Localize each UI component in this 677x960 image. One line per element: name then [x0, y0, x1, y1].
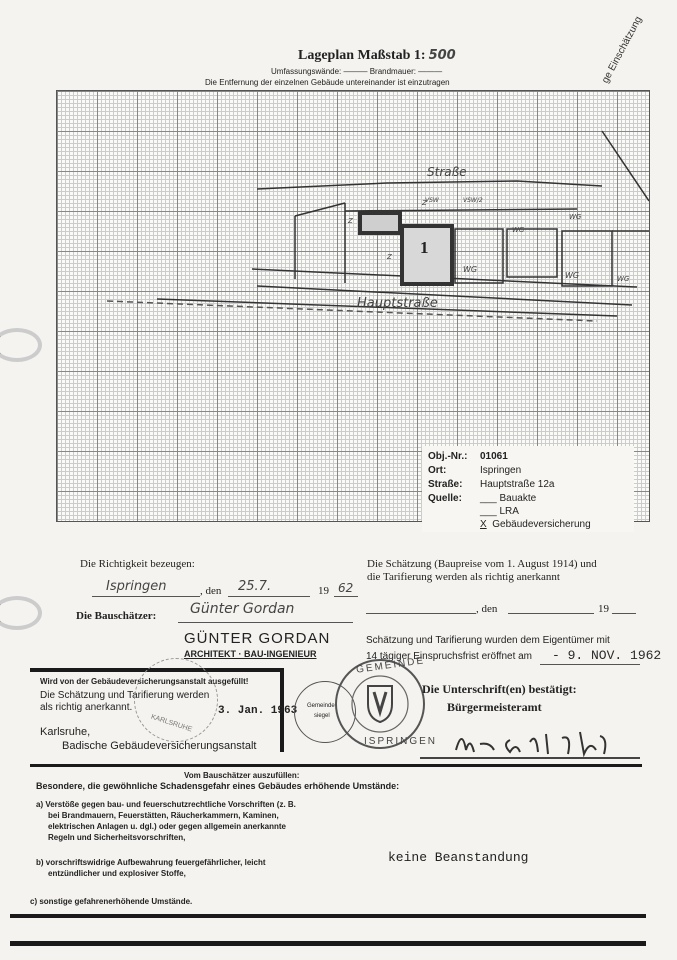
- obj-nr-value: 01061: [480, 451, 508, 462]
- den-right-label: , den: [476, 603, 498, 615]
- gva-round-stamp: [134, 658, 218, 742]
- year-prefix: 19: [318, 585, 329, 597]
- strasse-label: Straße:: [428, 479, 463, 490]
- remark-keine-beanstandung: keine Beanstandung: [388, 850, 529, 865]
- binder-ring: [0, 328, 42, 362]
- schaetzung-text: Die Schätzung (Baupreise vom 1. August 1914) und: [367, 558, 597, 570]
- item-a-line: bei Brandmauern, Feuerstätten, Räucherkammern, Kaminen,: [48, 811, 279, 820]
- street-label-main: Hauptstraße: [357, 296, 438, 311]
- richtigkeit-label: Die Richtigkeit bezeugen:: [80, 558, 195, 570]
- bottom-heading: Vom Bauschätzer auszufüllen:: [184, 771, 300, 780]
- quelle-option-gebaeudeversicherung: X Gebäudeversicherung: [480, 519, 591, 530]
- eigentuemer-line-2: 14 tägiger Einspruchsfrist eröffnet am: [366, 651, 533, 662]
- quelle-check-mark: X: [480, 519, 487, 530]
- year-suffix-handwritten: 62: [338, 581, 354, 595]
- architect-stamp-name: GÜNTER GORDAN: [184, 630, 331, 647]
- binder-ring: [0, 596, 42, 630]
- item-a-line: Regeln und Sicherheitsvorschriften,: [48, 833, 186, 842]
- seal-text-bottom: ISPRINGEN: [364, 736, 438, 747]
- bauschaetzer-label: Die Bauschätzer:: [76, 610, 157, 622]
- date-handwritten: 25.7.: [238, 579, 272, 594]
- plan-label-wg: WG: [569, 213, 582, 221]
- item-b-line: b) vorschriftswidrige Aufbewahrung feuergefährlicher, leicht: [36, 858, 266, 867]
- plan-label-z: Z: [422, 199, 427, 207]
- plan-label-z: Z: [348, 217, 353, 225]
- plan-label-wg: WG: [512, 226, 525, 234]
- object-info-box: [422, 446, 634, 532]
- instruction-line: Die Entfernung der einzelnen Gebäude untereinander ist einzutragen: [205, 78, 450, 87]
- year-right-label: 19: [598, 603, 609, 615]
- plan-label-wg: WG: [617, 275, 630, 283]
- quelle-option-bauakte: ___ Bauakte: [480, 493, 537, 504]
- plan-label-vsw2: VSW/2: [463, 197, 483, 204]
- quelle-option-lra: ___ LRA: [480, 506, 519, 517]
- item-b-line: entzündlicher und explosiver Stoffe,: [48, 869, 186, 878]
- gva-line-1: Die Schätzung und Tarifierung werden: [40, 690, 210, 701]
- ort-label: Ort:: [428, 465, 447, 476]
- strasse-value: Hauptstraße 12a: [480, 479, 555, 490]
- besondere-umstaende: Besondere, die gewöhnliche Schadensgefahr eines Gebäudes erhöhende Umstände:: [36, 781, 400, 791]
- siegel-label-1: Gemeinde-: [307, 703, 337, 709]
- unterschrift-label: Die Unterschrift(en) bestätigt:: [422, 682, 577, 696]
- ort-value: Ispringen: [480, 465, 522, 476]
- gva-city: Karlsruhe,: [40, 726, 91, 738]
- plan-label-vsw: VSW: [425, 197, 439, 204]
- gva-institution: Badische Gebäudeversicherungsanstalt: [62, 740, 257, 752]
- gva-heading: Wird von der Gebäudeversicherungsanstalt ausgefüllt!: [40, 677, 249, 686]
- plan-label-z: Z: [387, 253, 392, 261]
- siegel-label-2: siegel: [314, 713, 330, 719]
- street-label-top: Straße: [427, 165, 467, 179]
- margin-stamp: ge Einschätzung: [600, 14, 645, 86]
- gva-stamp-ring-text: KARLSRUHE: [149, 713, 193, 734]
- legend-line: Umfassungswände: ——— Brandmauer: ———: [271, 67, 443, 76]
- eroeffnet-date-stamp: - 9. NOV. 1962: [552, 648, 662, 663]
- place-handwritten: Ispringen: [106, 579, 167, 594]
- item-a-line: a) Verstöße gegen bau- und feuerschutzrechtliche Vorschriften (z. B.: [36, 800, 296, 809]
- seal-text-top: GEMEINDE: [355, 655, 426, 676]
- eigentuemer-line-1: Schätzung und Tarifierung wurden dem Eigentümer mit: [366, 635, 610, 646]
- plan-label-wg: WG: [463, 265, 478, 274]
- buergermeisteramt-label: Bürgermeisteramt: [447, 700, 542, 714]
- item-c-line: c) sonstige gefahrenerhöhende Umstände.: [30, 897, 193, 906]
- den-label: , den: [200, 585, 222, 597]
- gva-line-2: als richtig anerkannt.: [40, 702, 133, 713]
- item-a-line: elektrischen Anlagen u. dgl.) oder gegen allgemein anerkannte: [48, 822, 286, 831]
- building-number: 1: [420, 238, 429, 257]
- quelle-label: Quelle:: [428, 493, 462, 504]
- architect-stamp-title: ARCHITEKT · BAU-INGENIEUR: [184, 649, 317, 659]
- signature-bauschaetzer: Günter Gordan: [190, 601, 295, 617]
- obj-nr-label: Obj.-Nr.:: [428, 451, 468, 462]
- page-title: Lageplan Maßstab 1: 500: [298, 48, 456, 63]
- plan-label-wg: WG: [565, 271, 580, 280]
- gva-stamp-date: 3. Jan. 1963: [218, 705, 298, 717]
- mayor-signature: [450, 722, 640, 762]
- tarifierung-text: die Tarifierung werden als richtig anerkannt: [367, 571, 560, 583]
